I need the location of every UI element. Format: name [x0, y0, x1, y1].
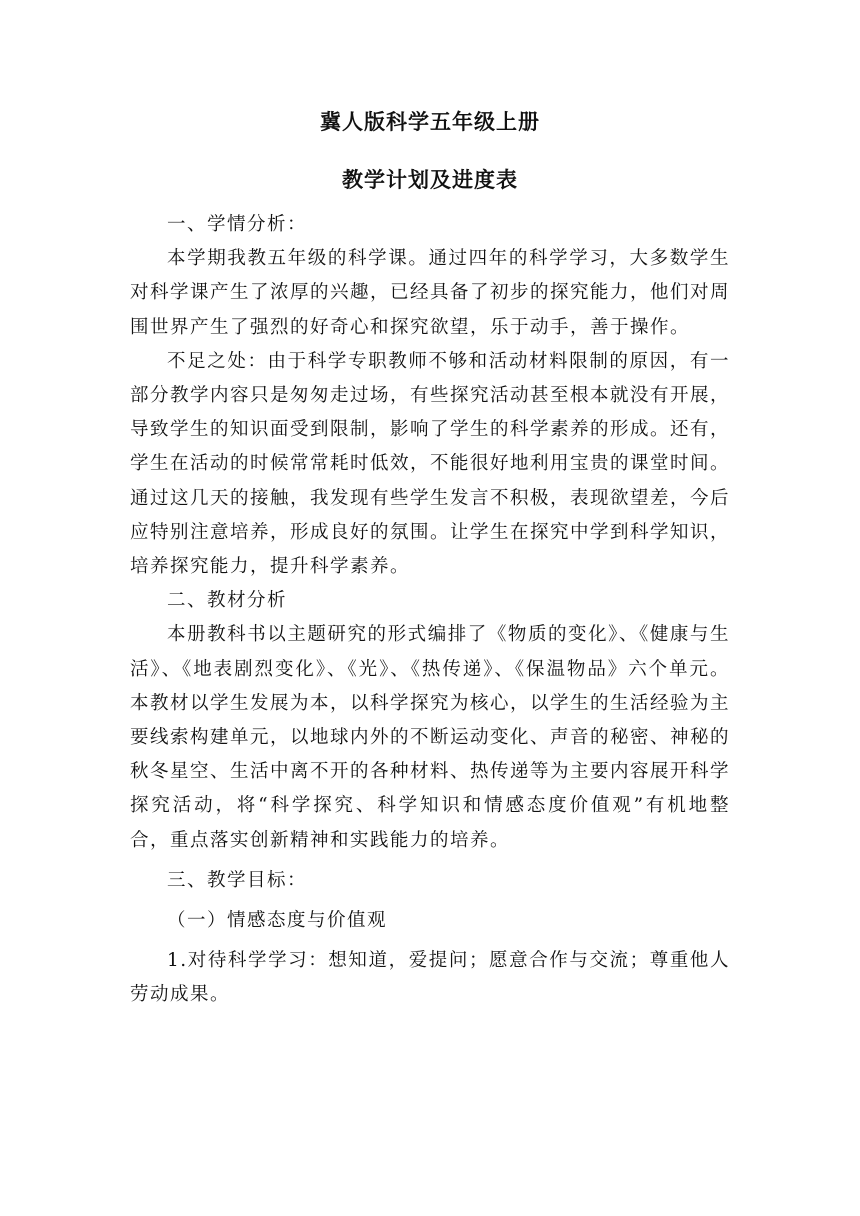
paragraph-learner-strengths: 本学期我教五年级的科学课。通过四年的科学学习，大多数学生对科学课产生了浓厚的兴趣，已经具备了初步的探究能力，他们对周围世界产生了强烈的好奇心和探究欲望，乐于动手，善于操作。	[130, 248, 731, 338]
section-heading-learner-analysis: 一、学情分析：	[167, 214, 308, 235]
document-body	[130, 208, 730, 1013]
paragraph-learner-weaknesses: 不足之处：由于科学专职教师不够和活动材料限制的原因，有一部分教学内容只是匆匆走过场，有些探究活动甚至根本就没有开展，导致学生的知识面受到限制，影响了学生的科学素养的形成。还有，学生在活动的时候常常耗时低效，不能很好地利用宝贵的课堂时间。通过这几天的接触，我发现有些学生发言不积极，表现欲望差，今后应特别注意培养，形成良好的氛围。让学生在探究中学到科学知识，培养探究能力，提升科学素养。	[130, 350, 731, 578]
paragraph-textbook-analysis: 本册教科书以主题研究的形式编排了《物质的变化》、《健康与生活》、《地表剧烈变化》、《光》、《热传递》、《保温物品》六个单元。本教材以学生发展为本，以科学探究为核心，以学生的生活经验为主要线索构建单元，以地球内外的不断运动变化、声音的秘密、神秘的秋冬星空、生活中离不开的各种材料、热传递等为主要内容展开科学探究活动，将“科学探究、科学知识和情感态度价值观”有机地整合，重点落实创新精神和实践能力的培养。	[130, 624, 731, 851]
document-title: 冀人版科学五年级上册	[320, 110, 540, 134]
paragraph-goal-1: 1.对待科学学习：想知道，爱提问；愿意合作与交流；尊重他人劳动成果。	[130, 950, 730, 1006]
subheading-attitudes-values: （一）情感态度与价值观	[167, 910, 388, 932]
document-subtitle: 教学计划及进度表	[342, 168, 518, 192]
section-heading-textbook-analysis: 二、教材分析	[167, 590, 288, 612]
section-heading-teaching-goals: 三、教学目标：	[167, 869, 308, 891]
